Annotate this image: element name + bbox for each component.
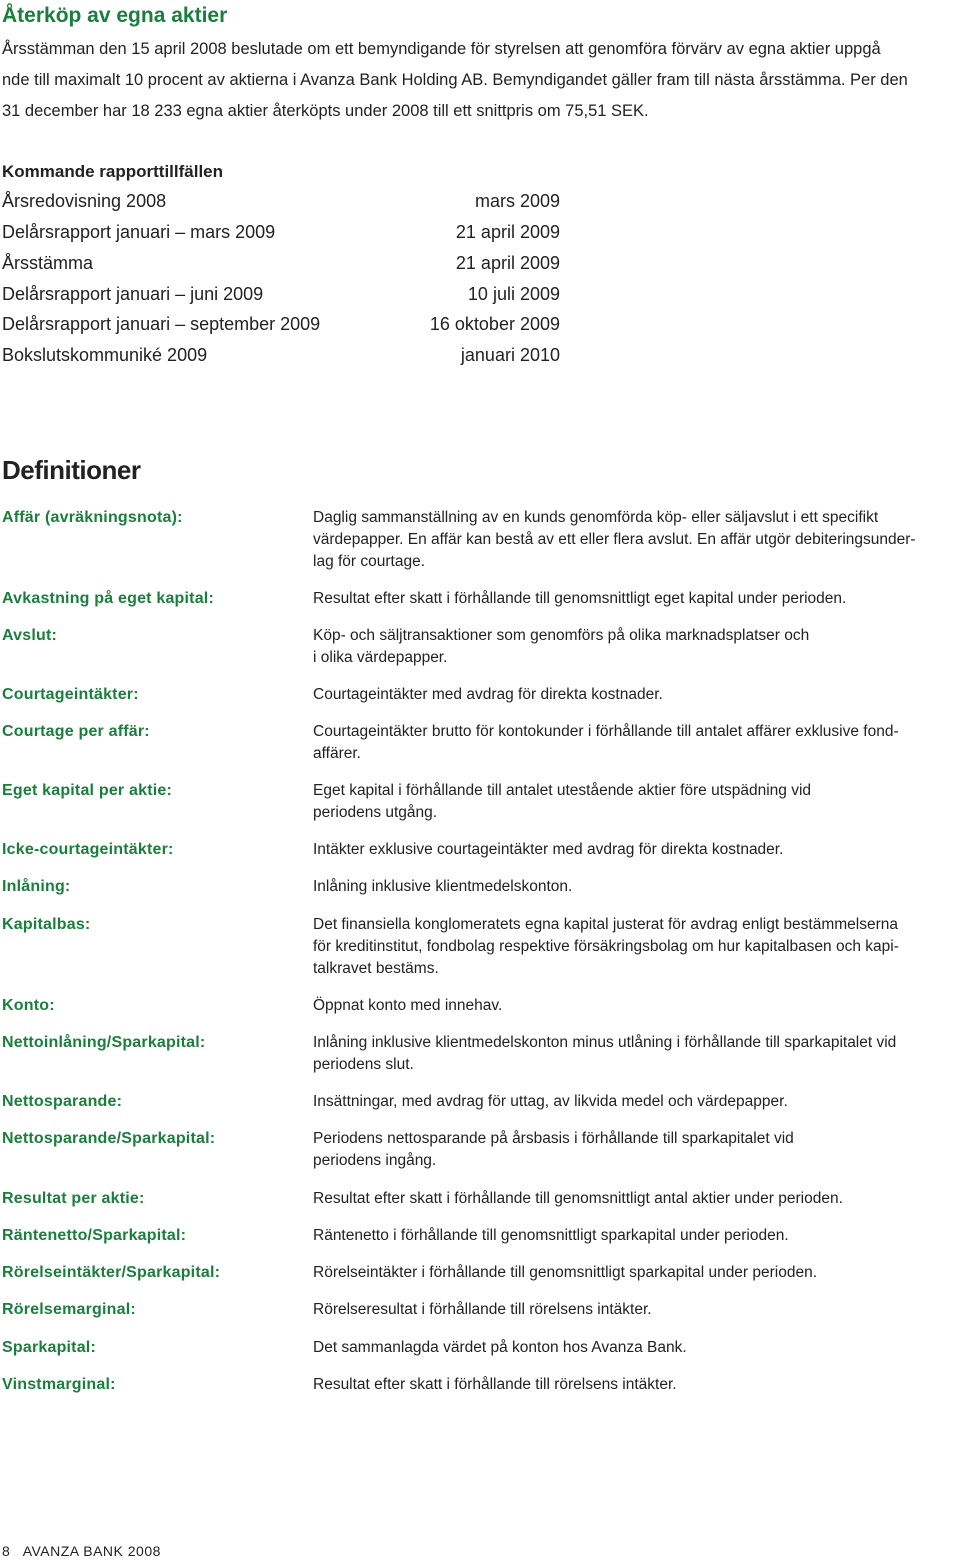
- definition-text: Rörelseresultat i förhållande till rörelsens intäkter.: [313, 1301, 652, 1318]
- definition-text: för kreditinstitut, fondbolag respektive försäkringsbolag om hur kapitalbasen och kapi-: [313, 938, 899, 955]
- definition-term: Rörelseintäkter/Sparkapital:: [2, 1264, 221, 1281]
- calendar-event: Delårsrapport januari – juni 2009: [2, 284, 264, 304]
- calendar-date: 21 april 2009: [455, 253, 560, 273]
- calendar-heading: Kommande rapporttillfällen: [2, 162, 224, 181]
- definition-text: Resultat efter skatt i förhållande till genomsnittligt antal aktier under perioden.: [313, 1190, 843, 1207]
- definition-text: Räntenetto i förhållande till genomsnittligt sparkapital under perioden.: [313, 1227, 789, 1244]
- definition-text: Periodens nettosparande på årsbasis i förhållande till sparkapitalet vid: [313, 1130, 794, 1147]
- definition-term: Kapitalbas:: [2, 916, 91, 933]
- definition-text: i olika värdepapper.: [313, 649, 448, 666]
- definition-text: Resultat efter skatt i förhållande till genomsnittligt eget kapital under perioden.: [313, 590, 847, 607]
- calendar-event: Delårsrapport januari – mars 2009: [2, 222, 276, 242]
- definition-term: Courtage per affär:: [2, 723, 150, 740]
- definition-text: periodens ingång.: [313, 1152, 437, 1169]
- calendar-event: Årsredovisning 2008: [2, 191, 167, 211]
- definition-text: Courtageintäkter med avdrag för direkta kostnader.: [313, 686, 663, 703]
- definition-text: Courtageintäkter brutto för kontokunder i förhållande till antalet affärer exklusive fond-: [313, 723, 899, 740]
- definition-text: Daglig sammanställning av en kunds genomförda köp- eller säljavslut i ett specifikt: [313, 509, 879, 526]
- definition-term: Nettosparande:: [2, 1093, 123, 1110]
- calendar-date: 10 juli 2009: [467, 284, 560, 304]
- definition-text: Inlåning inklusive klientmedelskonton.: [313, 878, 573, 895]
- definition-text: Det sammanlagda värdet på konton hos Avanza Bank.: [313, 1339, 687, 1356]
- calendar-date: 16 oktober 2009: [429, 314, 560, 334]
- publication-name: AVANZA BANK 2008: [22, 1543, 161, 1559]
- definition-text: Inlåning inklusive klientmedelskonton minus utlåning i förhållande till sparkapitalet vid: [313, 1034, 897, 1051]
- calendar-row: [2, 314, 560, 338]
- definition-term: Sparkapital:: [2, 1339, 96, 1356]
- buyback-paragraph-line: nde till maximalt 10 procent av aktierna i Avanza Bank Holding AB. Bemyndigandet gäller fram till nästa årsstämma. Per den: [2, 71, 908, 89]
- calendar-event: Årsstämma: [2, 253, 94, 273]
- calendar-row: [2, 253, 560, 277]
- buyback-heading: Återköp av egna aktier: [2, 4, 228, 27]
- definition-term: Vinstmarginal:: [2, 1376, 116, 1393]
- definitions-heading: Definitioner: [2, 455, 141, 485]
- definition-text: Öppnat konto med innehav.: [313, 997, 503, 1014]
- definition-text: lag för courtage.: [313, 553, 426, 570]
- calendar-row: [2, 222, 560, 246]
- definition-term: Nettosparande/Sparkapital:: [2, 1130, 216, 1147]
- definition-text: affärer.: [313, 745, 361, 762]
- calendar-row: [2, 191, 560, 215]
- definition-term: Inlåning:: [2, 878, 71, 895]
- definition-term: Eget kapital per aktie:: [2, 782, 172, 799]
- definition-term: Affär (avräkningsnota):: [2, 509, 183, 526]
- calendar-date: mars 2009: [474, 191, 560, 211]
- definition-term: Räntenetto/Sparkapital:: [2, 1227, 187, 1244]
- calendar-row: [2, 345, 560, 369]
- definition-term: Courtageintäkter:: [2, 686, 139, 703]
- calendar-date: januari 2010: [460, 345, 560, 365]
- definition-term: Nettoinlåning/Sparkapital:: [2, 1034, 206, 1051]
- definition-text: Eget kapital i förhållande till antalet utestående aktier före utspädning vid: [313, 782, 812, 799]
- definition-text: Rörelseintäkter i förhållande till genomsnittligt sparkapital under perioden.: [313, 1264, 818, 1281]
- calendar-event: Delårsrapport januari – september 2009: [2, 314, 321, 334]
- definition-term: Rörelsemarginal:: [2, 1301, 136, 1318]
- definition-text: Resultat efter skatt i förhållande till rörelsens intäkter.: [313, 1376, 677, 1393]
- calendar-date: 21 april 2009: [455, 222, 560, 242]
- definition-text: talkravet bestäms.: [313, 960, 439, 977]
- definition-text: periodens utgång.: [313, 804, 438, 821]
- definition-text: Köp- och säljtransaktioner som genomförs på olika marknadsplatser och: [313, 627, 810, 644]
- definition-text: värdepapper. En affär kan bestå av ett eller flera avslut. En affär utgör debiteringsunder-: [313, 531, 916, 548]
- buyback-paragraph-line: 31 december har 18 233 egna aktier återköpts under 2008 till ett snittpris om 75,51 SEK.: [2, 102, 649, 120]
- definition-term: Konto:: [2, 997, 55, 1014]
- definition-term: Avslut:: [2, 627, 58, 644]
- definition-text: Insättningar, med avdrag för uttag, av likvida medel och värdepapper.: [313, 1093, 788, 1110]
- definition-term: Avkastning på eget kapital:: [2, 590, 214, 607]
- page-footer: [2, 1543, 161, 1559]
- definition-term: Icke-courtageintäkter:: [2, 841, 174, 858]
- definition-text: periodens slut.: [313, 1056, 414, 1073]
- definition-text: Det finansiella konglomeratets egna kapital justerat för avdrag enligt bestämmelserna: [313, 916, 899, 933]
- definition-text: Intäkter exklusive courtageintäkter med avdrag för direkta kostnader.: [313, 841, 784, 858]
- buyback-paragraph-line: Årsstämman den 15 april 2008 beslutade om ett bemyndigande för styrelsen att genomföra förvärv av egna aktier uppgå: [2, 40, 881, 58]
- page-number: 8: [2, 1543, 11, 1559]
- calendar-row: [2, 284, 560, 308]
- calendar-event: Bokslutskommuniké 2009: [2, 345, 208, 365]
- definition-term: Resultat per aktie:: [2, 1190, 145, 1207]
